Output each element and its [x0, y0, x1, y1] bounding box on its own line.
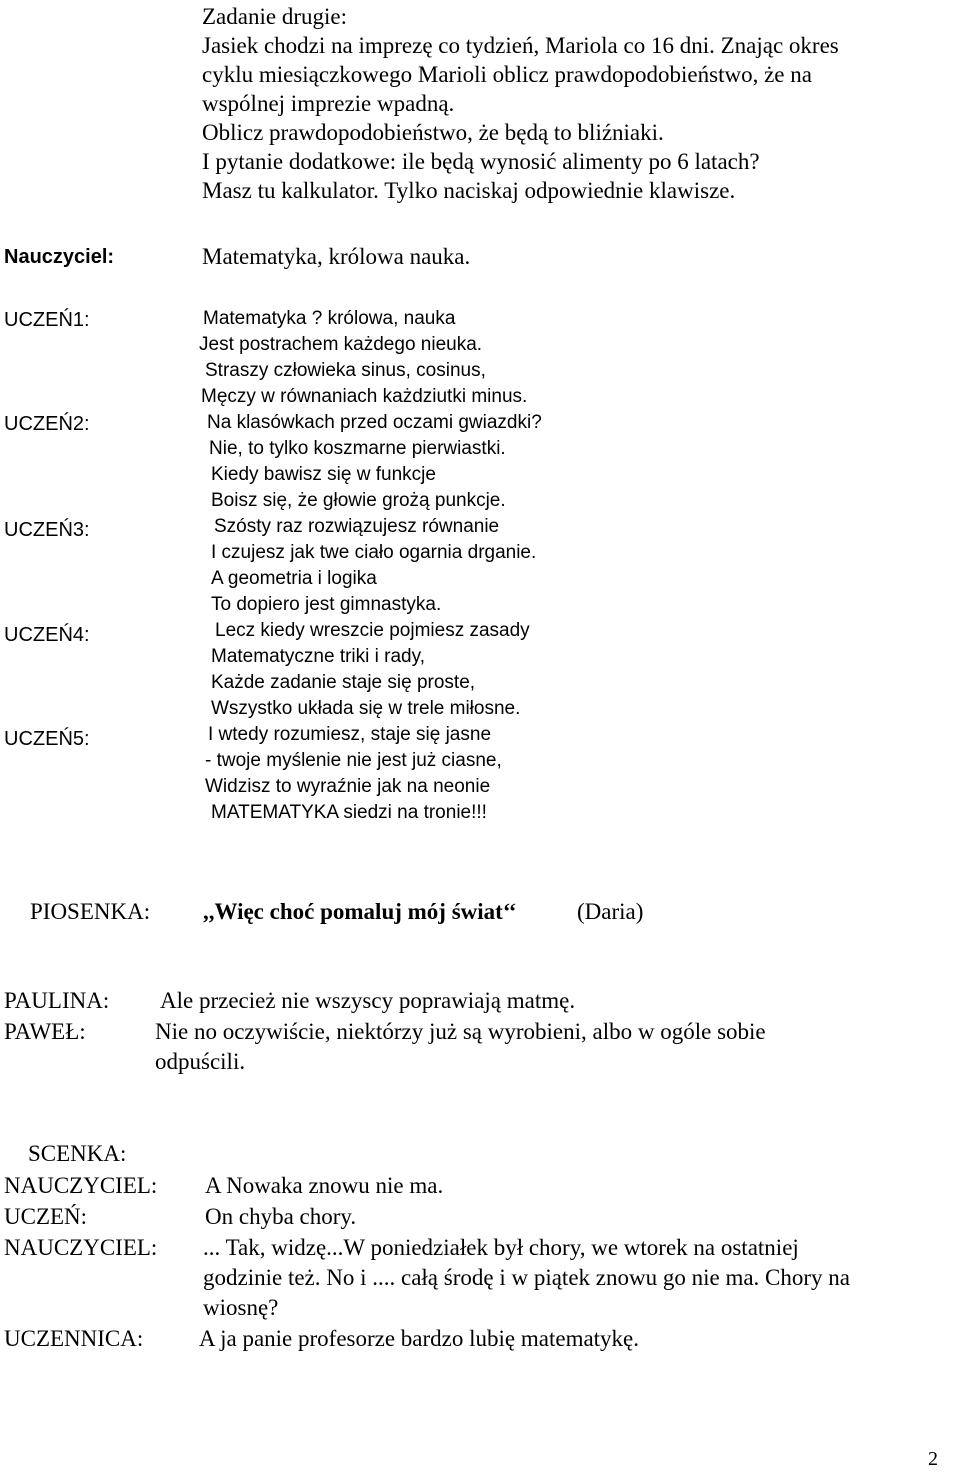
song-title: ,,Więc choć pomaluj mój świat‘‘	[203, 899, 517, 924]
poem-line: - twoje myślenie nie jest już ciasne,	[205, 750, 502, 771]
poem-line: Na klasówkach przed oczami gwiazdki?	[207, 412, 542, 433]
scene-line: godzinie też. No i .... całą środę i w piątek znowu go nie ma. Chory na	[203, 1265, 851, 1290]
task-line: I pytanie dodatkowe: ile będą wynosić alimenty po 6 latach?	[202, 149, 760, 174]
pawel-text: odpuścili.	[155, 1049, 246, 1074]
task-line: Oblicz prawdopodobieństwo, że będą to bliźniaki.	[202, 120, 664, 145]
poem-line: Lecz kiedy wreszcie pojmiesz zasady	[215, 620, 530, 641]
task-line: Zadanie drugie:	[202, 4, 347, 29]
poem-line: Widzisz to wyraźnie jak na neonie	[205, 776, 491, 797]
scene-line: A Nowaka znowu nie ma.	[205, 1173, 444, 1198]
song-label: PIOSENKA:	[30, 899, 151, 924]
pawel-text: Nie no oczywiście, niektórzy już są wyrobieni, albo w ogóle sobie	[155, 1019, 766, 1044]
scene-label: UCZENNICA:	[4, 1326, 144, 1351]
student-label: UCZEŃ1:	[4, 309, 90, 331]
scene-label: UCZEŃ:	[4, 1204, 88, 1229]
page-number: 2	[928, 1448, 938, 1470]
poem-line: Jest postrachem każdego nieuka.	[199, 334, 483, 355]
teacher-text: Matematyka, królowa nauka.	[202, 244, 471, 269]
poem-line: To dopiero jest gimnastyka.	[211, 594, 442, 615]
poem-block	[199, 306, 542, 826]
poem-line: Szósty raz rozwiązujesz równanie	[214, 516, 500, 537]
poem-line: Każde zadanie staje się proste,	[211, 672, 476, 693]
scene-line: wiosnę?	[203, 1295, 279, 1320]
pawel-label: PAWEŁ:	[4, 1019, 86, 1044]
teacher-label: Nauczyciel:	[4, 246, 115, 268]
poem-line: A geometria i logika	[211, 568, 377, 589]
poem-line: Kiedy bawisz się w funkcje	[211, 464, 436, 485]
poem-line: Męczy w równaniach każdziutki minus.	[201, 386, 528, 407]
scene-label: NAUCZYCIEL:	[4, 1235, 158, 1260]
poem-line: Straszy człowieka sinus, cosinus,	[205, 360, 486, 381]
poem-line: Matematyczne triki i rady,	[211, 646, 425, 667]
poem-line: Matematyka ? królowa, nauka	[203, 308, 456, 329]
scene-title: SCENKA:	[28, 1141, 127, 1166]
poem-line: Wszystko układa się w trele miłosne.	[211, 698, 521, 719]
task-line: Masz tu kalkulator. Tylko naciskaj odpowiednie klawisze.	[202, 178, 736, 203]
student-label: UCZEŃ3:	[4, 519, 90, 541]
song-author: (Daria)	[577, 899, 644, 924]
paulina-label: PAULINA:	[4, 988, 110, 1013]
task-line: Jasiek chodzi na imprezę co tydzień, Mariola co 16 dni. Znając okres	[202, 33, 839, 58]
student-label: UCZEŃ4:	[4, 624, 90, 646]
poem-line: I czujesz jak twe ciało ogarnia drganie.	[211, 542, 537, 563]
poem-line: Boisz się, że głowie grożą punkcje.	[211, 490, 506, 511]
task-block	[202, 2, 839, 205]
scene-label: NAUCZYCIEL:	[4, 1173, 158, 1198]
student-label: UCZEŃ5:	[4, 728, 90, 750]
poem-line: MATEMATYKA siedzi na tronie!!!	[211, 802, 487, 823]
paulina-text: Ale przecież nie wszyscy poprawiają matmę.	[160, 988, 576, 1013]
student-label: UCZEŃ2:	[4, 413, 90, 435]
scene-line: On chyba chory.	[205, 1204, 357, 1229]
poem-line: I wtedy rozumiesz, staje się jasne	[208, 724, 492, 745]
task-line: wspólnej imprezie wpadną.	[202, 91, 455, 116]
poem-line: Nie, to tylko koszmarne pierwiastki.	[209, 438, 506, 459]
scene-line: ... Tak, widzę...W poniedziałek był chory, we wtorek na ostatniej	[203, 1235, 799, 1260]
scene-line: A ja panie profesorze bardzo lubię matematykę.	[199, 1326, 640, 1351]
task-line: cyklu miesiączkowego Marioli oblicz prawdopodobieństwo, że na	[202, 62, 812, 87]
